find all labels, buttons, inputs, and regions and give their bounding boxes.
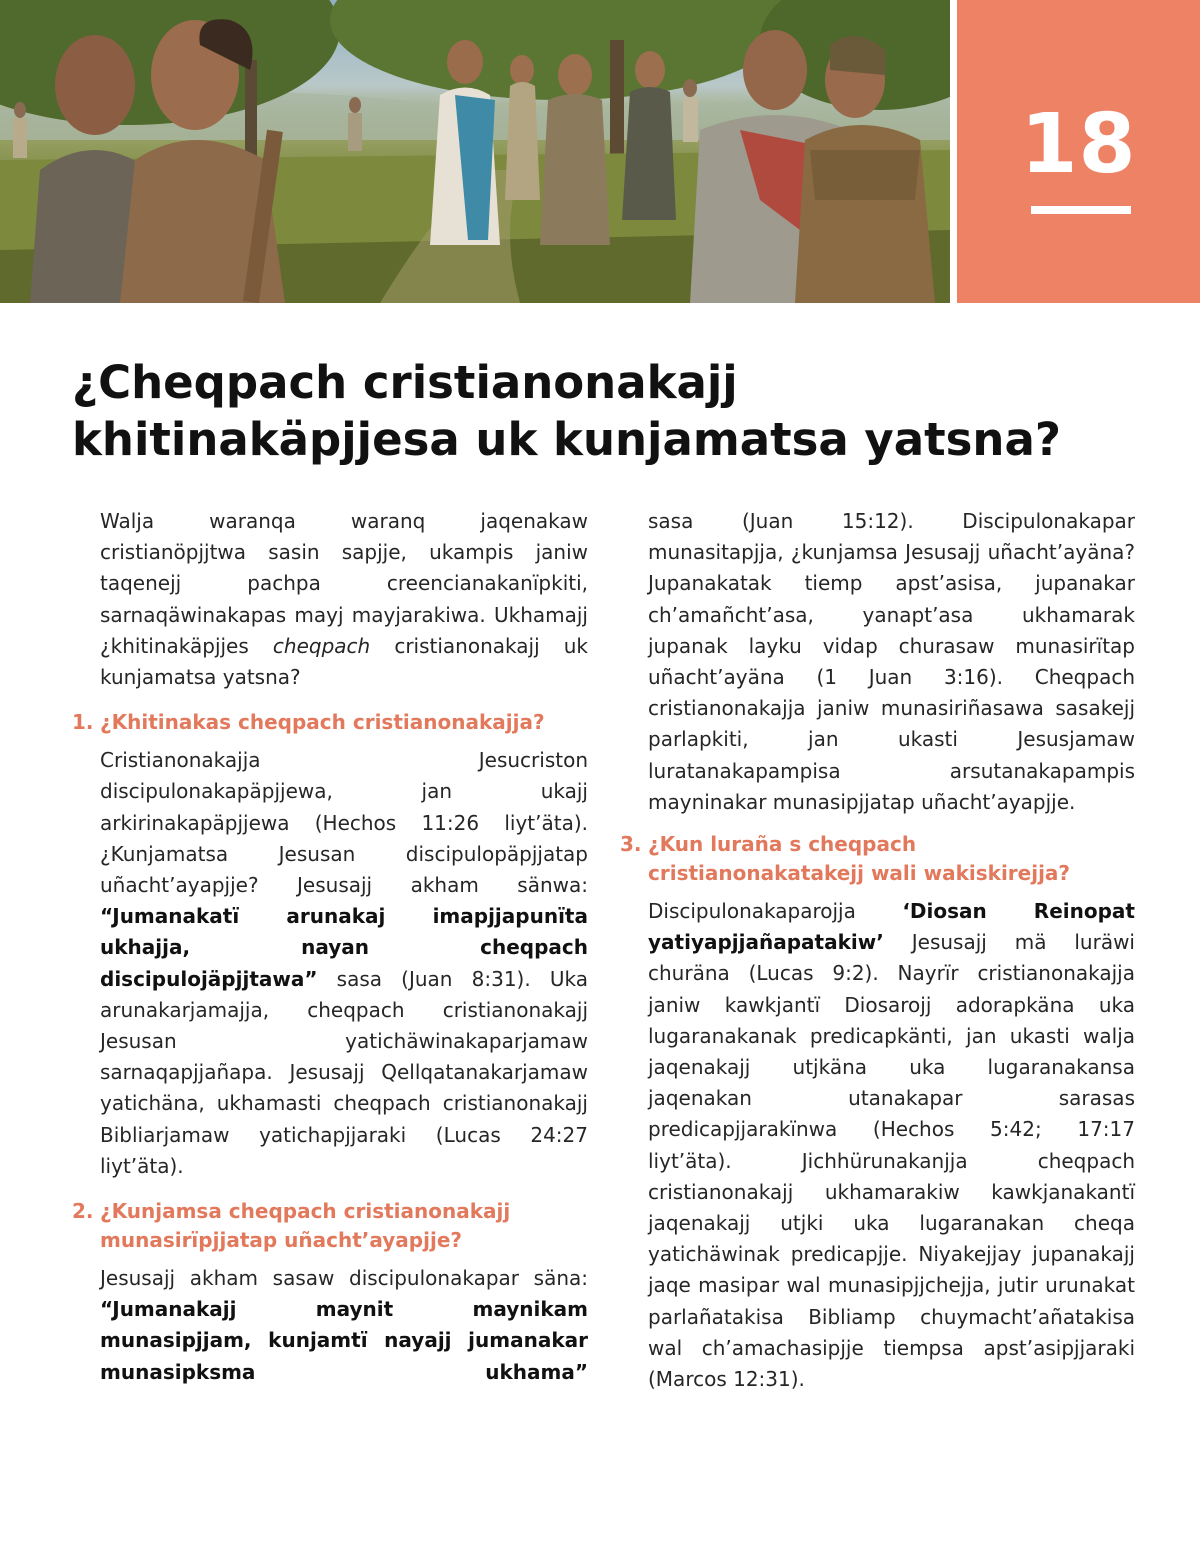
page-title-line-2: khitinakäpjjesa uk kunjamatsa yatsna? bbox=[72, 413, 1061, 466]
answer-paragraph-3 bbox=[620, 896, 1135, 1395]
lesson-number-badge bbox=[957, 0, 1200, 303]
intro-paragraph bbox=[72, 506, 588, 693]
disciples-scene-image bbox=[0, 0, 950, 303]
hero-illustration bbox=[0, 0, 950, 303]
left-column bbox=[72, 506, 588, 1388]
question-number-2: 2. bbox=[72, 1199, 94, 1224]
answer-paragraph-1 bbox=[72, 745, 588, 1182]
answer-3-scripture-quote: ‘Diosan Reinopat yatiyapjjañapatakiw’ bbox=[648, 899, 1135, 955]
answer-1-text-start: Cristianonakajja Jesucriston discipulonakapäpjjewa, jan ukajj arkirinakapäpjjewa (Hechos 11:26 liyt’äta). ¿Kunjamatsa Jesusan discipulopäpjjatap uñacht’ayapjje? Jesusajj akham sänwa: bbox=[100, 748, 588, 898]
answer-paragraph-2-continued: sasa (Juan 15:12). Discipulonakapar munasitapjja, ¿kunjamsa Jesusajj uñacht’ayäna? Jupanakatak tiemp apst’asisa, jupanakar ch’amañcht’asa, yanapt’asa ukhamarak jupanak layku vidap churasaw munasirïtap uñacht’ayäna (1 Juan 3:16). Cheqpach cristianonakajja janiw munasiriñasawa sasakejj parlapkiti, jan ukasti Jesusjamaw luratanakapampisa arsutanakapampis mayninakar munasipjjatap uñacht’ayapjje. bbox=[648, 509, 1135, 814]
answer-3-text-end: Jesusajj mä luräwi churäna (Lucas 9:2). Nayrïr cristianonakajja janiw kawkjantï Diosarojj adorapkäna uka lugaranakanak predicapkänti, jan ukasti walja jaqenakajj utjkäna uka lugaranakansa jaqenakan utanakapar sarasas predicapjjarakïnwa (Hechos 5:42; 17:17 liyt’äta). Jichhürunakanjja cheqpach cristianonakajj ukhamarakiw kawkjanakantï jaqenakajj utjki uka lugaranakan cheqa yatichäwinak predicapjje. Niyakejjay jupanakajj jaqe masipar wal munasipjjchejja, jutir urunakat parlañatakisa Bibliamp chuymacht’añatakisa wal ch’amachasipjje tiempsa apst’asipjjaraki (Marcos 12:31). bbox=[648, 930, 1135, 1392]
answer-2-scripture-quote: “Jumanakajj maynit maynikam munasipjjam, kunjamtï nayajj jumanakar munasipksma ukhama” bbox=[100, 1297, 588, 1384]
badge-underline bbox=[1031, 206, 1131, 214]
question-number-3: 3. bbox=[620, 832, 642, 857]
question-text-2: ¿Kunjamsa cheqpach cristianonakajj munasirïpjjatap uñacht’ayapjje? bbox=[100, 1199, 511, 1253]
question-heading-3 bbox=[620, 830, 1135, 888]
answer-1-scripture-quote: “Jumanakatï arunakaj imapjjapunïta ukhajja, nayan cheqpach discipulojäpjjtawa” bbox=[100, 904, 588, 991]
intro-text-end: cristianonakajj uk kunjamatsa yatsna? bbox=[100, 633, 588, 690]
question-number-1: 1. bbox=[72, 710, 94, 735]
question-heading-2 bbox=[72, 1197, 588, 1255]
answer-2-text-start: Jesusajj akham sasaw discipulonakapar säna: bbox=[100, 1266, 588, 1291]
answer-3-text-start: Discipulonakaparojja bbox=[648, 899, 903, 924]
right-column bbox=[620, 506, 1135, 1395]
page-title-line-1: ¿Cheqpach cristianonakajj bbox=[72, 356, 738, 409]
question-heading-1 bbox=[72, 708, 588, 737]
question-text-1: ¿Khitinakas cheqpach cristianonakajja? bbox=[100, 710, 545, 735]
intro-text-start: Walja waranqa waranq jaqenakaw cristianöpjjtwa sasin sapjje, ukampis janiw taqenejj pachpa creencianakanïpkiti, sarnaqäwinakapas mayj mayjarakiwa. Ukhamajj ¿khitinakäpjjes bbox=[100, 509, 588, 658]
answer-1-text-end: sasa (Juan 8:31). Uka arunakarjamajja, cheqpach cristianonakajj Jesusan yatichäwinakaparjamaw sarnaqapjjañapa. Jesusajj Qellqatanakarjamaw yatichäna, ukhamasti cheqpach cristianonakajj Bibliarjamaw yatichapjjaraki (Lucas 24:27 liyt’äta). bbox=[100, 966, 588, 1178]
question-text-3: ¿Kun luraña s cheqpach cristianonakatakejj wali wakiskirejja? bbox=[648, 832, 1071, 886]
intro-emphasis: cheqpach bbox=[272, 633, 371, 658]
page-title bbox=[72, 354, 1152, 468]
answer-paragraph-2 bbox=[72, 1263, 588, 1388]
lesson-number: 18 bbox=[1020, 97, 1137, 192]
